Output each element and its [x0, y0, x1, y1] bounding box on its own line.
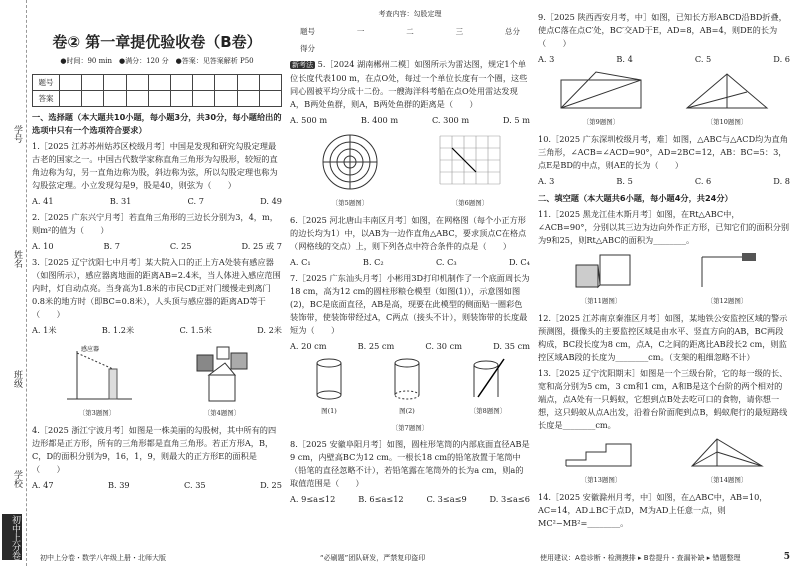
- score-grid: 题号 一 二 三 总分: [300, 27, 520, 36]
- figure-7a: 图(1): [312, 357, 346, 418]
- question-6: 6.［2025 河北唐山丰南区月考］如图，在网格图（每个小正方形的边长均为1）中，以AB为一边作直角△ABC，要求顶点C在格点（网格线的交点）上，则下列各点中符合条件的点是（ ）: [290, 215, 527, 251]
- question-7-options: A. 20 cm B. 25 cm C. 30 cm D. 35 cm: [290, 341, 530, 351]
- camera-diagram: [692, 251, 762, 291]
- figure-7b: 图(2): [390, 357, 424, 418]
- option: C. 25: [169, 241, 192, 251]
- question-1: 1.［2025 江苏苏州姑苏区校级月考］中国是发现和研究勾股定理最古老的国家之一。中国古代数学家称直角三角形为勾股形，较短的直角边称为勾，另一直角边称为股，斜边称为弦，所以勾股定理也称为勾股弦定理。小立发现勾是9，股是40，则弦为（ ）: [32, 141, 278, 190]
- series-badge: 初中上分卷: [2, 514, 22, 560]
- option: D. 2米: [257, 325, 282, 335]
- figures-7-8: [290, 357, 530, 418]
- section-heading: 一、选择题（本大题共10小题，每小题3分，共30分，每小题给出的选项中只有一个选项符合要求）: [32, 112, 282, 135]
- sensor-label: 感应器: [81, 346, 100, 353]
- label-student-id: 学号: [12, 125, 22, 143]
- triangles-diagram: [682, 70, 772, 112]
- question-13: 13.［2025 辽宁沈阳期末］如图是一个三级台阶，它的每一级的长、宽和高分别为5 cm，3 cm和1 cm，A和B是这个台阶的两个相对的端点，点A处有一只蚂蚁，它想到点B处去吃可口的食物，请你想一想，这只蚂蚁从点A出发，沿着台阶面爬到点B，蚂蚁爬行的最短路线长度是________cm。: [538, 368, 788, 430]
- figure-10: 〔第10题图〕: [682, 70, 772, 129]
- question-5: 新考法 5.［2024 湖南郴州二模］如图所示为雷达图，规定1个单位长度代表100 m，在点O处，每过一个单位长度有一个圈，这些同心圆被平均分成十二份。一艘海洋科考船在点O处用雷达发现A，B两处鱼群，则A，B两处鱼群的距离是（ ）: [290, 59, 528, 109]
- question-5-options: A. 500 m B. 400 m C. 300 m D. 5 m: [290, 115, 530, 125]
- exam-meta: ●时间：90 min ●满分：120 分 ●答案：见答案解析 P50: [60, 57, 254, 65]
- question-1-options: [32, 195, 282, 208]
- radar-chart: [315, 131, 385, 193]
- figure-12: 〔第12题图〕: [692, 251, 762, 308]
- question-8: 8.［2025 安徽阜阳月考］如图，圆柱形笔筒的内部底面直径AB是9 cm，内壁高BC为12 cm。一根长18 cm的铅笔放置于笔筒中（铅笔的直径忽略不计），若铅笔露在笔筒外的长为a cm，则a的取值范围是（ ）: [290, 439, 530, 488]
- footer-left: 初中上分卷・数学八年级上册・北师大版: [40, 554, 166, 562]
- option: A. 1米: [32, 325, 57, 335]
- figure-3-caption: 〔第3题图〕: [78, 409, 116, 417]
- section-heading-2: 二、填空题（本大题共6小题，每小题4分，共24分）: [538, 193, 733, 203]
- question-7: 7.［2025 广东汕头月考］小彬用3D打印机制作了一个底面周长为18 cm，高为12 cm的圆柱形粮仓模型（如图(1)），示意图如图(2)，BC是底面直径，AB是高，现要在此模型的侧面贴一圈彩色装饰带，使装饰带经过A，C两点（接头不计），则装饰带的长度最短为（ ）: [290, 273, 530, 335]
- row-label: 题号: [33, 75, 60, 91]
- option: D. 25 或 7: [241, 241, 282, 251]
- pythagoras-tree: [187, 341, 257, 403]
- question-12: 12.［2025 江苏南京秦淮区月考］如图，某地铁公安监控区域的警示预测图，摄像头的主要监控区域是由水平、竖直方向的AB，BC两段构成，BC段长度为8 cm，点A，C之间的距离比AB段长2 cm，则监控区域AB段的长度为________cm。（支架的粗细忽略不计）: [538, 313, 788, 362]
- option: C. 7: [187, 196, 204, 206]
- answer-table: [32, 74, 282, 107]
- figure-3: [57, 341, 137, 420]
- cylinder-diagram: [390, 357, 424, 401]
- squares-triangle-diagram: [566, 251, 636, 291]
- option: C. 35: [184, 480, 206, 490]
- question-14: 14.［2025 安徽滁州月考，中］如图，在△ABC中，AB=10，AC=14，AD⊥BC于点D，M为AD上任意一点，则MC²−MB²=________。: [538, 492, 768, 528]
- new-method-tag: 新考法: [292, 61, 313, 69]
- question-2-options: [32, 240, 282, 253]
- page-title: 卷② 第一章提优验收卷（B卷）: [52, 33, 262, 51]
- column-left: [32, 8, 282, 494]
- option: A. 47: [32, 480, 54, 490]
- option: B. 1.2米: [101, 325, 135, 335]
- option: C. 1.5米: [179, 325, 212, 335]
- option: A. 10: [32, 241, 54, 251]
- pen-holder-diagram: [468, 357, 508, 401]
- row-label: 答案: [33, 91, 60, 107]
- figure-7-caption: 〔第7题图〕: [391, 424, 429, 432]
- figure-5: [315, 131, 385, 210]
- figure-6-caption: 〔第6题图〕: [451, 199, 489, 207]
- footer-right: 使用建议：A卷诊断・检测摸排 ▸ B卷提升・查漏补缺 ▸ 错题整理: [540, 554, 741, 562]
- label-name: 姓名: [12, 250, 22, 268]
- figure-4: [187, 341, 257, 420]
- label-school: 学校: [12, 470, 22, 488]
- question-4-options: [32, 479, 282, 492]
- label-class: 班级: [12, 370, 22, 388]
- question-10-options: A. 3 B. 5 C. 6 D. 8: [538, 176, 790, 186]
- question-3-options: [32, 324, 282, 337]
- figure-13: 〔第13题图〕: [561, 436, 641, 487]
- option: B. 39: [107, 480, 130, 490]
- cylinder-icon: [312, 357, 346, 401]
- question-6-options: A. C₁ B. C₂ C. C₃ D. C₄: [290, 257, 530, 267]
- question-11: 11.［2025 黑龙江佳木斯月考］如图，在Rt△ABC中，∠ACB=90°，分别以其三边为边向外作正方形，已知它们的面积分别为9和25，则Rt△ABC的面积为________。: [538, 209, 790, 245]
- figure-5-caption: 〔第5题图〕: [331, 199, 369, 207]
- figure-6: [435, 131, 505, 210]
- option: B. 31: [109, 196, 132, 206]
- fold-diagram: [556, 70, 646, 112]
- column-middle: [290, 8, 530, 508]
- sensor-diagram: [57, 341, 137, 403]
- option: D. 25: [260, 480, 282, 490]
- option: D. 49: [260, 196, 282, 206]
- figure-8: 〔第8题图〕: [468, 357, 508, 418]
- page-number: 5: [783, 552, 790, 562]
- question-4: 4.［2025 浙江宁波月考］如图是一株美丽的勾股树，其中所有的四边形都是正方形，所有的三角形都是直角三角形。若正方形A，B，C，D的面积分别为9，16，1，9，则最大的正方形E的面积是（ ）: [32, 425, 277, 474]
- column-right: [538, 8, 790, 533]
- figures-9-10: [538, 70, 790, 129]
- figures-3-4: [32, 341, 282, 420]
- figures-5-6: [290, 131, 530, 210]
- grid-diagram: [435, 131, 505, 193]
- figure-4-caption: 〔第4题图〕: [203, 409, 241, 417]
- option: A. 41: [32, 196, 54, 206]
- question-9: 9.［2025 陕西西安月考，中］如图，已知长方形ABCD沿BD折叠，使点C落在点C′处，BC′交AD于E，AD=8，AB=4，则DE的长为（ ）: [538, 12, 787, 48]
- stairs-diagram: [561, 436, 641, 470]
- question-10: 10.［2025 广东深圳校级月考，难］如图，△ABC与△ACD均为直角三角形，∠ACB=∠ACD=90°，AD=2BC=12，AB：BC=5：3，点E是BD的中点，则AE的长为（ ）: [538, 134, 788, 170]
- figure-11: 〔第11题图〕: [566, 251, 636, 308]
- binding-margin: [0, 0, 27, 566]
- option: B. 7: [103, 241, 120, 251]
- figure-14: 〔第14题图〕: [687, 436, 767, 487]
- figures-11-12: [538, 251, 790, 308]
- question-8-options: A. 9≤a≤12 B. 6≤a≤12 C. 3≤a≤9 D. 3≤a≤6: [290, 494, 530, 504]
- question-2: 2.［2025 广东兴宁月考］若直角三角形的三边长分别为3，4，m，则m²的值为（ ）: [32, 212, 278, 235]
- question-9-options: A. 3 B. 4 C. 5 D. 6: [538, 54, 790, 64]
- footer-middle: “必刷题”团队研发，严禁复印盗印: [320, 554, 426, 562]
- figures-13-14: [538, 436, 790, 487]
- question-3: 3.［2025 辽宁沈阳七中月考］某大院入口的正上方A处装有感应器（如图所示），感应器离地面的距离AB=2.4米，当人体进入感应范围内时，灯自动点亮。当身高为1.8米的市民CD正对门缓慢走到离门0.8米的地方时（即BC=0.8米），人头顶与感应器的距离AD等于（ ）: [32, 257, 281, 319]
- content-scope: 考查内容：勾股定理: [378, 10, 442, 18]
- score-row-label: 得分: [300, 44, 315, 53]
- figure-9: 〔第9题图〕: [556, 70, 646, 129]
- altitude-diagram: [687, 436, 767, 470]
